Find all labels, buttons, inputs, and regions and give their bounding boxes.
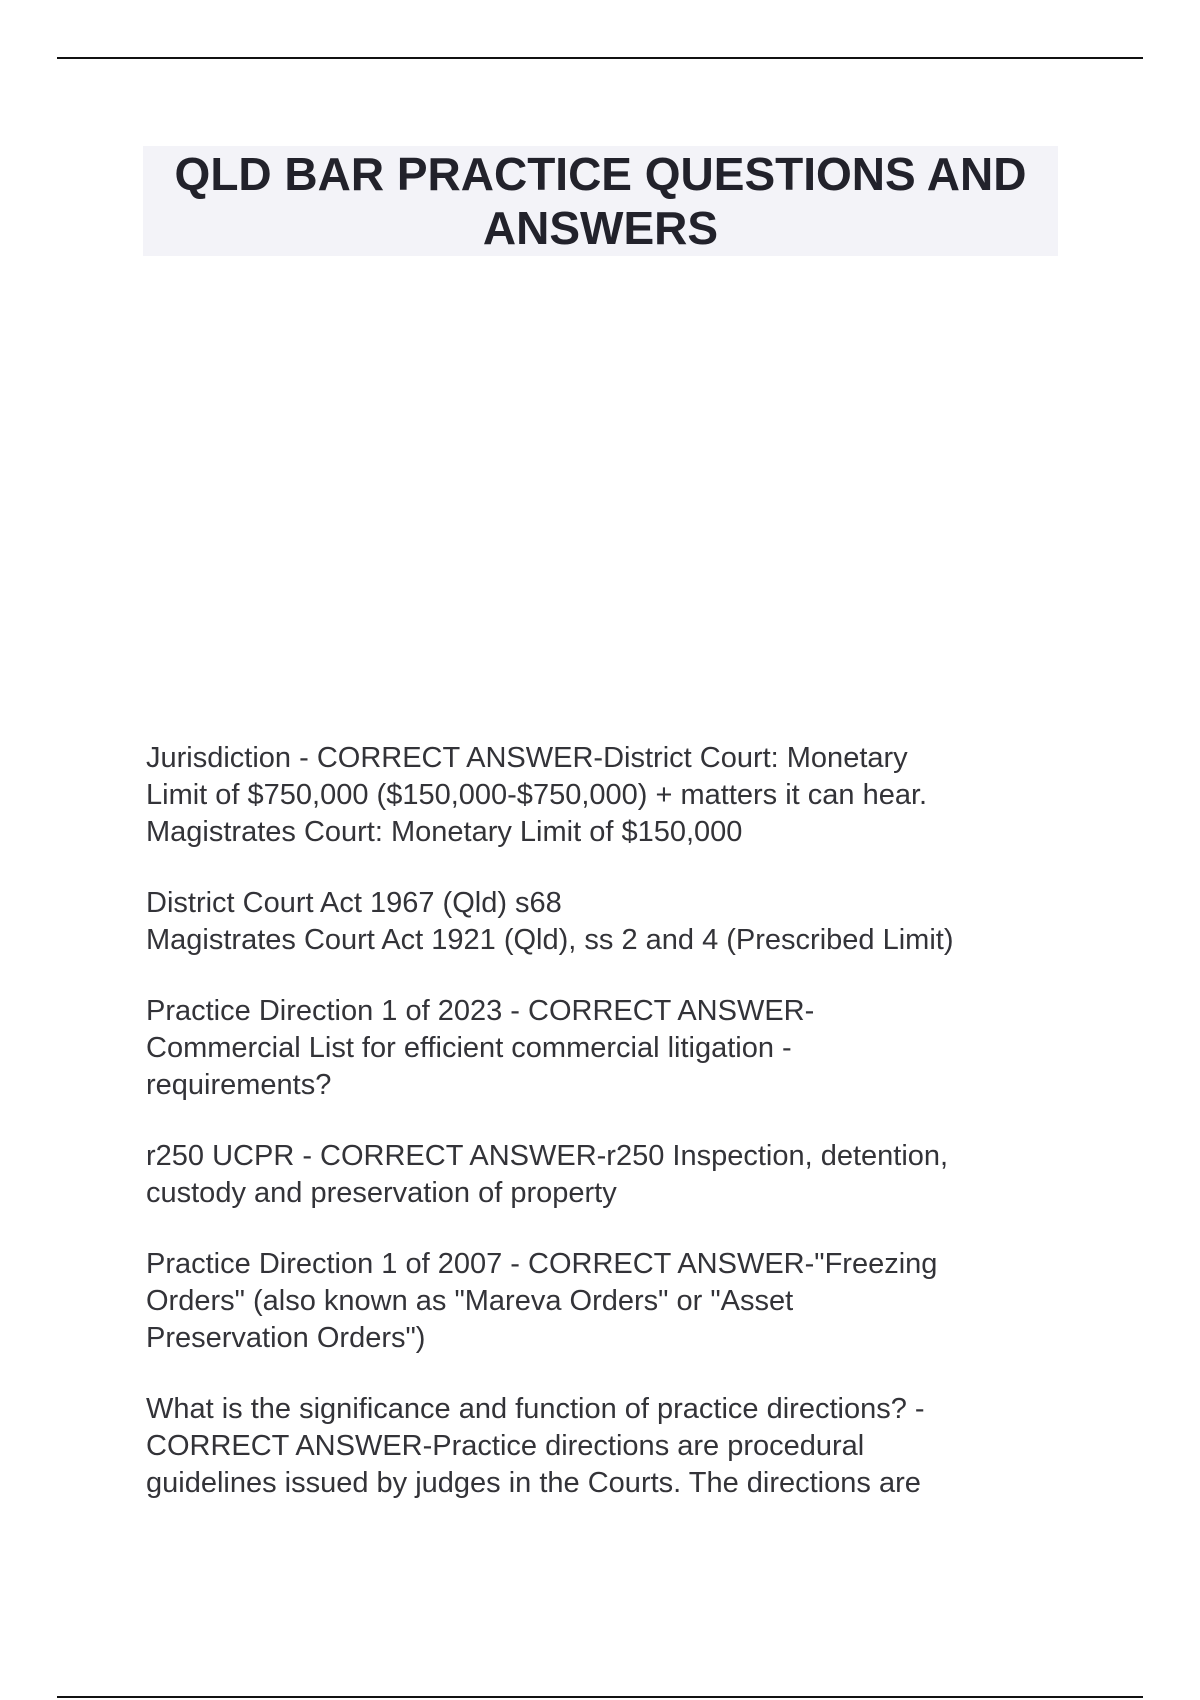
- qa-line: r250 UCPR - CORRECT ANSWER-r250 Inspection, detention,: [146, 1140, 949, 1172]
- qa-entry: [146, 740, 1066, 851]
- qa-line: Magistrates Court: Monetary Limit of $150,000: [146, 816, 743, 848]
- title-line: QLD BAR PRACTICE QUESTIONS AND: [174, 148, 1027, 200]
- qa-list: [146, 740, 1066, 1536]
- qa-entry: [146, 1391, 1066, 1502]
- qa-entry: [146, 993, 1066, 1104]
- qa-line: Preservation Orders"): [146, 1322, 426, 1354]
- qa-line: Jurisdiction - CORRECT ANSWER-District Court: Monetary: [146, 742, 908, 774]
- top-rule: [57, 57, 1143, 59]
- qa-line: requirements?: [146, 1069, 332, 1101]
- qa-line: District Court Act 1967 (Qld) s68: [146, 887, 562, 919]
- qa-line: Practice Direction 1 of 2007 - CORRECT ANSWER-"Freezing: [146, 1248, 938, 1280]
- title-banner: [143, 146, 1058, 256]
- qa-line: custody and preservation of property: [146, 1177, 617, 1209]
- qa-line: guidelines issued by judges in the Courts. The directions are: [146, 1467, 921, 1499]
- qa-entry: [146, 1138, 1066, 1212]
- qa-entry: [146, 885, 1066, 959]
- qa-line: Practice Direction 1 of 2023 - CORRECT ANSWER-: [146, 995, 815, 1027]
- title-line: ANSWERS: [482, 202, 719, 254]
- qa-line: What is the significance and function of practice directions? -: [146, 1393, 925, 1425]
- qa-line: CORRECT ANSWER-Practice directions are procedural: [146, 1430, 865, 1462]
- qa-line: Orders" (also known as "Mareva Orders" or "Asset: [146, 1285, 794, 1317]
- qa-line: Magistrates Court Act 1921 (Qld), ss 2 and 4 (Prescribed Limit): [146, 924, 954, 956]
- qa-line: Commercial List for efficient commercial litigation -: [146, 1032, 792, 1064]
- document-title: [175, 147, 1027, 255]
- bottom-rule: [57, 1696, 1143, 1698]
- qa-entry: [146, 1246, 1066, 1357]
- qa-line: Limit of $750,000 ($150,000-$750,000) + matters it can hear.: [146, 779, 928, 811]
